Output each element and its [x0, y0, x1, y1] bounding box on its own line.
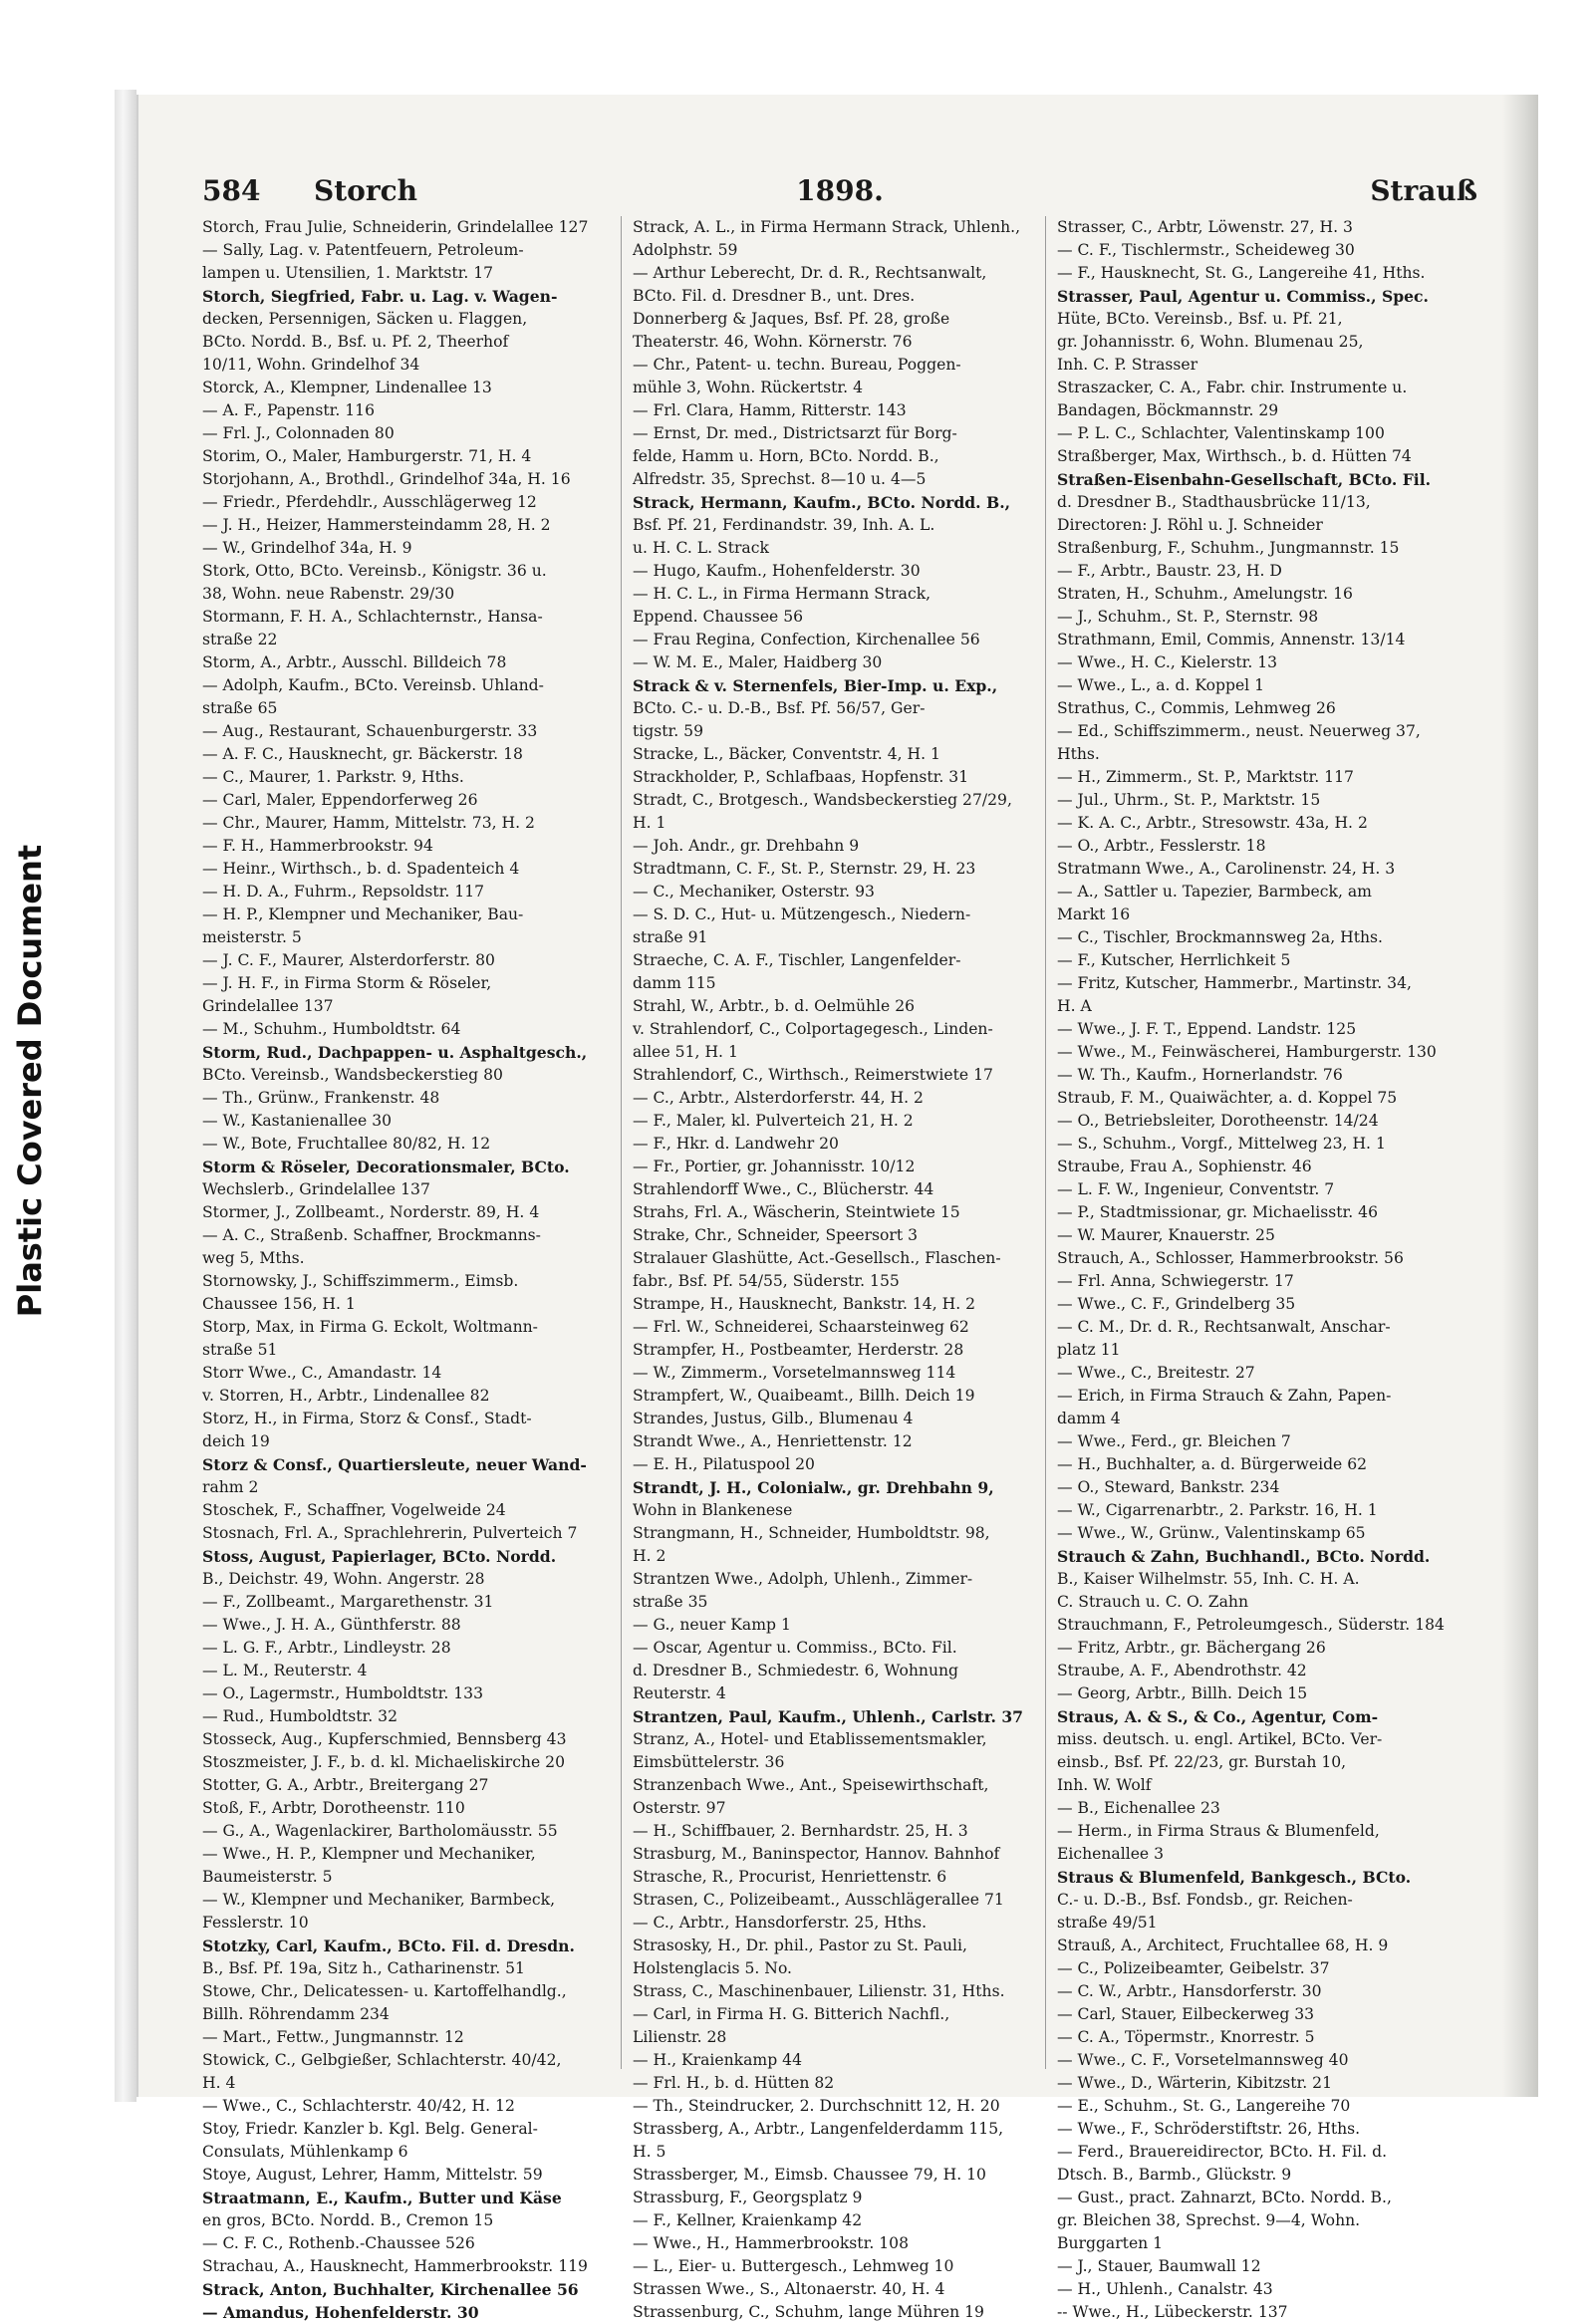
directory-entry: -- Wwe., H., Lübeckerstr. 137 [1057, 2303, 1288, 2321]
directory-entry: Strathmann, Emil, Commis, Annenstr. 13/14 [1057, 631, 1406, 648]
page-gutter-shadow [1502, 95, 1538, 2097]
column-2 [633, 216, 1039, 2321]
directory-entry: — O., Betriebsleiter, Dorotheenstr. 14/24 [1057, 1112, 1379, 1130]
directory-entry: — Amandus, Hohenfelderstr. 30 [202, 2303, 479, 2322]
directory-entry: Strandes, Justus, Gilb., Blumenau 4 [633, 1410, 914, 1427]
directory-entry: BCto. C.- u. D.-B., Bsf. Pf. 56/57, Ger- [633, 699, 926, 717]
directory-entry: Strass, C., Maschinenbauer, Lilienstr. 31, Hths. [633, 1982, 1005, 2000]
directory-entry: — W., Cigarrenarbtr., 2. Parkstr. 16, H. 1 [1057, 1501, 1378, 1519]
directory-entry: — H., Schiffbauer, 2. Bernhardstr. 25, H. 3 [633, 1822, 968, 1840]
directory-entry: — C. F. C., Rothenb.-Chaussee 526 [202, 2234, 475, 2252]
directory-entry: — H., Zimmerm., St. P., Marktstr. 117 [1057, 768, 1354, 786]
directory-entry: Strathus, C., Commis, Lehmweg 26 [1057, 699, 1336, 717]
directory-entry: Stornowsky, J., Schiffszimmerm., Eimsb. [202, 1272, 519, 1290]
directory-entry: — E. H., Pilatuspool 20 [633, 1455, 815, 1473]
column-rule [1045, 216, 1046, 2069]
directory-entry: — Frau Regina, Confection, Kirchenallee 56 [633, 631, 980, 648]
directory-entry: — F., Kellner, Kraienkamp 42 [633, 2211, 863, 2229]
directory-entry: — W., Bote, Fruchtallee 80/82, H. 12 [202, 1135, 491, 1153]
directory-entry: Grindelallee 137 [202, 997, 334, 1015]
directory-entry: Straube, Frau A., Sophienstr. 46 [1057, 1158, 1312, 1175]
directory-entry: Strassen Wwe., S., Altonaerstr. 40, H. 4 [633, 2280, 945, 2298]
directory-entry: Straszacker, C. A., Fabr. chir. Instrumente u. [1057, 379, 1408, 396]
directory-entry: Stoye, August, Lehrer, Hamm, Mittelstr. 59 [202, 2166, 543, 2184]
directory-entry: Straube, A. F., Abendrothstr. 42 [1057, 1662, 1307, 1679]
directory-entry: — Wwe., Ferd., gr. Bleichen 7 [1057, 1432, 1291, 1450]
directory-entry: Bsf. Pf. 21, Ferdinandstr. 39, Inh. A. L. [633, 516, 935, 534]
directory-entry: miss. deutsch. u. engl. Artikel, BCto. Ver- [1057, 1730, 1383, 1748]
directory-entry: — A. C., Straßenb. Schaffner, Brockmanns- [202, 1226, 541, 1244]
directory-entry: Bandagen, Böckmannstr. 29 [1057, 401, 1279, 419]
directory-entry: H. A [1057, 997, 1092, 1015]
directory-entry: weg 5, Mths. [202, 1249, 305, 1267]
directory-entry: Strasen, C., Polizeibeamt., Ausschlägerallee 71 [633, 1891, 1004, 1909]
directory-entry: Strauch & Zahn, Buchhandl., BCto. Nordd. [1057, 1547, 1431, 1566]
directory-entry: Storm, Rud., Dachpappen- u. Asphaltgesch., [202, 1043, 588, 1062]
directory-entry: Billh. Röhrendamm 234 [202, 2005, 390, 2023]
directory-entry: — C., Arbtr., Hansdorferstr. 25, Hths. [633, 1914, 928, 1932]
directory-entry: Storz & Consf., Quartiersleute, neuer Wand- [202, 1455, 587, 1474]
directory-entry: Stoss, August, Papierlager, BCto. Nordd. [202, 1547, 557, 1566]
directory-entry: — H. D. A., Fuhrm., Repsoldstr. 117 [202, 883, 485, 901]
column-3 [1057, 216, 1463, 2321]
directory-entry: — Hugo, Kaufm., Hohenfelderstr. 30 [633, 562, 921, 580]
directory-entry: fabr., Bsf. Pf. 54/55, Süderstr. 155 [633, 1272, 900, 1290]
directory-entry: — C. W., Arbtr., Hansdorferstr. 30 [1057, 1982, 1322, 2000]
directory-entry: Strassberg, A., Arbtr., Langenfelderdamm 115, [633, 2120, 1004, 2138]
directory-entry: — Erich, in Firma Strauch & Zahn, Papen- [1057, 1387, 1392, 1405]
directory-entry: — W., Grindelhof 34a, H. 9 [202, 539, 412, 557]
directory-entry: u. H. C. L. Strack [633, 539, 769, 557]
directory-entry: — G., neuer Kamp 1 [633, 1616, 791, 1634]
directory-entry: Strasosky, H., Dr. phil., Pastor zu St. Pauli, [633, 1937, 967, 1954]
directory-entry: — Wwe., H. C., Kielerstr. 13 [1057, 653, 1278, 671]
directory-entry: Straatmann, E., Kaufm., Butter und Käse [202, 2189, 562, 2207]
left-catchword: Storch [314, 174, 417, 207]
directory-entry: Dtsch. B., Barmb., Glückstr. 9 [1057, 2166, 1292, 2184]
directory-entry: — Fritz, Arbtr., gr. Bächergang 26 [1057, 1639, 1326, 1657]
directory-entry: — W. Maurer, Knauerstr. 25 [1057, 1226, 1275, 1244]
directory-entry: — K. A. C., Arbtr., Stresowstr. 43a, H. 2 [1057, 814, 1368, 832]
directory-entry: Straus, A. & S., & Co., Agentur, Com- [1057, 1707, 1379, 1726]
directory-entry: — E., Schuhm., St. G., Langereihe 70 [1057, 2097, 1351, 2115]
directory-entry: — Ernst, Dr. med., Districtsarzt für Borg- [633, 424, 957, 442]
directory-entry: Storm & Röseler, Decorationsmaler, BCto. [202, 1158, 570, 1176]
directory-entry: — H., Kraienkamp 44 [633, 2051, 802, 2069]
directory-entry: — Wwe., L., a. d. Koppel 1 [1057, 676, 1265, 694]
directory-entry: Stormer, J., Zollbeamt., Norderstr. 89, H. 4 [202, 1203, 540, 1221]
directory-entry: gr. Bleichen 38, Sprechst. 9—4, Wohn. [1057, 2211, 1361, 2229]
directory-entry: — Wwe., F., Schröderstiftstr. 26, Hths. [1057, 2120, 1361, 2138]
directory-entry: Storch, Siegfried, Fabr. u. Lag. v. Wagen- [202, 287, 558, 306]
directory-entry: — B., Eichenallee 23 [1057, 1799, 1220, 1817]
directory-entry: — C., Tischler, Brockmannsweg 2a, Hths. [1057, 928, 1384, 946]
directory-entry: rahm 2 [202, 1478, 259, 1496]
directory-entry: — Wwe., H., Hammerbrookstr. 108 [633, 2234, 909, 2252]
directory-entry: Stoy, Friedr. Kanzler b. Kgl. Belg. General- [202, 2120, 538, 2138]
directory-entry: v. Storren, H., Arbtr., Lindenallee 82 [202, 1387, 490, 1405]
directory-entry: Strandt, J. H., Colonialw., gr. Drehbahn 9, [633, 1478, 994, 1497]
directory-entry: — W., Klempner und Mechaniker, Barmbeck, [202, 1891, 556, 1909]
directory-entry: Storz, H., in Firma, Storz & Consf., Stadt- [202, 1410, 532, 1427]
directory-entry: Alfredstr. 35, Sprechst. 8—10 u. 4—5 [633, 470, 927, 488]
directory-entry: 38, Wohn. neue Rabenstr. 29/30 [202, 585, 455, 603]
directory-entry: — Wwe., W., Grünw., Valentinskamp 65 [1057, 1524, 1366, 1542]
directory-entry: — F., Zollbeamt., Margarethenstr. 31 [202, 1593, 494, 1611]
directory-entry: Chaussee 156, H. 1 [202, 1295, 356, 1313]
directory-entry: — F. H., Hammerbrookstr. 94 [202, 837, 433, 855]
directory-entry: — Jul., Uhrm., St. P., Marktstr. 15 [1057, 791, 1321, 809]
directory-entry: — Th., Steindrucker, 2. Durchschnitt 12, H. 20 [633, 2097, 1000, 2115]
directory-entry: allee 51, H. 1 [633, 1043, 738, 1061]
directory-entry: — Wwe., J. H. A., Günthferstr. 88 [202, 1616, 461, 1634]
directory-entry: straße 49/51 [1057, 1914, 1158, 1932]
directory-entry: — Frl. Clara, Hamm, Ritterstr. 143 [633, 401, 907, 419]
directory-entry: H. 2 [633, 1547, 666, 1565]
directory-entry: Strasburg, M., Baninspector, Hannov. Bahnhof [633, 1845, 1000, 1863]
directory-entry: — Wwe., C., Breitestr. 27 [1057, 1364, 1255, 1382]
directory-entry: Strasche, R., Procurist, Henriettenstr. 6 [633, 1868, 947, 1886]
directory-entry: Strauch, A., Schlosser, Hammerbrookstr. 56 [1057, 1249, 1404, 1267]
directory-entry: Burggarten 1 [1057, 2234, 1164, 2252]
directory-entry: — Mart., Fettw., Jungmannstr. 12 [202, 2028, 464, 2046]
directory-entry: — Fritz, Kutscher, Hammerbr., Martinstr. 34, [1057, 974, 1412, 992]
directory-entry: Strassburg, F., Georgsplatz 9 [633, 2189, 863, 2206]
directory-entry: BCto. Fil. d. Dresdner B., unt. Dres. [633, 287, 916, 305]
directory-entry: Storck, A., Klempner, Lindenallee 13 [202, 379, 492, 396]
directory-entry: Straßenburg, F., Schuhm., Jungmannstr. 15 [1057, 539, 1400, 557]
directory-entry: Straub, F. M., Quaiwächter, a. d. Koppel 75 [1057, 1089, 1398, 1107]
directory-entry: — Arthur Leberecht, Dr. d. R., Rechtsanwalt, [633, 264, 987, 282]
directory-entry: — Wwe., D., Wärterin, Kibitzstr. 21 [1057, 2074, 1333, 2092]
directory-entry: d. Dresdner B., Stadthausbrücke 11/13, [1057, 493, 1371, 511]
directory-entry: Reuterstr. 4 [633, 1684, 726, 1702]
directory-entry: — Aug., Restaurant, Schauenburgerstr. 33 [202, 722, 538, 740]
directory-entry: straße 91 [633, 928, 708, 946]
directory-entry: — C. M., Dr. d. R., Rechtsanwalt, Anschar- [1057, 1318, 1391, 1336]
directory-entry: — J., Schuhm., St. P., Sternstr. 98 [1057, 608, 1319, 626]
directory-entry: einsb., Bsf. Pf. 22/23, gr. Burstah 10, [1057, 1753, 1347, 1771]
directory-entry: Stralauer Glashütte, Act.-Gesellsch., Flaschen- [633, 1249, 1001, 1267]
directory-entry: Strassenburg, C., Schuhm, lange Mühren 19 [633, 2303, 984, 2321]
directory-entry: — C. F., Tischlermstr., Scheideweg 30 [1057, 241, 1355, 259]
directory-entry: — Chr., Maurer, Hamm, Mittelstr. 73, H. 2 [202, 814, 535, 832]
directory-entry: — G., A., Wagenlackirer, Bartholomäusstr. 55 [202, 1822, 558, 1840]
directory-entry: gr. Johannisstr. 6, Wohn. Blumenau 25, [1057, 333, 1364, 351]
directory-entry: Strack & v. Sternenfels, Bier-Imp. u. Exp., [633, 676, 998, 695]
directory-entry: — F., Hkr. d. Landwehr 20 [633, 1135, 839, 1153]
directory-entry: Stowe, Chr., Delicatessen- u. Kartoffelhandlg., [202, 1982, 567, 2000]
directory-entry: damm 115 [633, 974, 716, 992]
directory-entry: Wechslerb., Grindelallee 137 [202, 1180, 430, 1198]
directory-entry: — F., Maler, kl. Pulverteich 21, H. 2 [633, 1112, 914, 1130]
directory-entry: Strackholder, P., Schlafbaas, Hopfenstr. 31 [633, 768, 969, 786]
directory-entry: — Sally, Lag. v. Patentfeuern, Petroleum- [202, 241, 524, 259]
directory-entry: H. 5 [633, 2143, 666, 2161]
directory-entry: — Ferd., Brauereidirector, BCto. H. Fil. d. [1057, 2143, 1388, 2161]
directory-entry: — J. H. F., in Firma Storm & Röseler, [202, 974, 492, 992]
directory-entry: H. 1 [633, 814, 666, 832]
directory-entry: Strahlendorf, C., Wirthsch., Reimerstwiete 17 [633, 1066, 993, 1084]
directory-entry: Strassberger, M., Eimsb. Chaussee 79, H. 10 [633, 2166, 986, 2184]
directory-entry: Strahs, Frl. A., Wäscherin, Steintwiete 15 [633, 1203, 960, 1221]
directory-entry: C. Strauch u. C. O. Zahn [1057, 1593, 1249, 1611]
directory-entry: — O., Lagermstr., Humboldtstr. 133 [202, 1684, 483, 1702]
directory-entry: Hüte, BCto. Vereinsb., Bsf. u. Pf. 21, [1057, 310, 1343, 328]
directory-entry: — Gust., pract. Zahnarzt, BCto. Nordd. B., [1057, 2189, 1392, 2206]
directory-entry: — Oscar, Agentur u. Commiss., BCto. Fil. [633, 1639, 957, 1657]
directory-entry: Strampfer, H., Postbeamter, Herderstr. 28 [633, 1341, 964, 1359]
directory-entry: — W. M. E., Maler, Haidberg 30 [633, 653, 883, 671]
directory-entry: — C., Mechaniker, Osterstr. 93 [633, 883, 875, 901]
directory-entry: — C., Polizeibeamter, Geibelstr. 37 [1057, 1959, 1330, 1977]
directory-entry: — H. C. L., in Firma Hermann Strack, [633, 585, 931, 603]
directory-entry: Inh. C. P. Strasser [1057, 356, 1198, 374]
directory-entry: Eimsbüttelerstr. 36 [633, 1753, 785, 1771]
directory-entry: Osterstr. 97 [633, 1799, 726, 1817]
directory-entry: Stradt, C., Brotgesch., Wandsbeckerstieg 27/29, [633, 791, 1012, 809]
directory-entry: B., Bsf. Pf. 19a, Sitz h., Catharinenstr. 51 [202, 1959, 525, 1977]
directory-entry: Donnerberg & Jaques, Bsf. Pf. 28, große [633, 310, 950, 328]
directory-entry: — F., Kutscher, Herrlichkeit 5 [1057, 951, 1291, 969]
book-edge [115, 90, 136, 2102]
directory-entry: — A., Sattler u. Tapezier, Barmbeck, am [1057, 883, 1372, 901]
directory-entry: Storch, Frau Julie, Schneiderin, Grindelallee 127 [202, 218, 589, 236]
directory-entry: B., Deichstr. 49, Wohn. Angerstr. 28 [202, 1570, 485, 1588]
directory-entry: Stradtmann, C. F., St. P., Sternstr. 29, H. 23 [633, 860, 976, 878]
directory-entry: Strake, Chr., Schneider, Speersort 3 [633, 1226, 919, 1244]
directory-entry: — A. F. C., Hausknecht, gr. Bäckerstr. 18 [202, 745, 523, 763]
directory-entry: Stracke, L., Bäcker, Conventstr. 4, H. 1 [633, 745, 940, 763]
directory-entry: — C., Arbtr., Alsterdorferstr. 44, H. 2 [633, 1089, 924, 1107]
directory-entry: Stosseck, Aug., Kupferschmied, Bennsberg 43 [202, 1730, 567, 1748]
directory-entry: Straus & Blumenfeld, Bankgesch., BCto. [1057, 1868, 1412, 1887]
directory-entry: Strampe, H., Hausknecht, Bankstr. 14, H. 2 [633, 1295, 976, 1313]
directory-entry: Storr Wwe., C., Amandastr. 14 [202, 1364, 442, 1382]
directory-entry: — O., Steward, Bankstr. 234 [1057, 1478, 1280, 1496]
directory-entry: Storim, O., Maler, Hamburgerstr. 71, H. 4 [202, 447, 532, 465]
directory-entry: Strahl, W., Arbtr., b. d. Oelmühle 26 [633, 997, 916, 1015]
directory-entry: Stormann, F. H. A., Schlachternstr., Hansa- [202, 608, 543, 626]
directory-entry: — Carl, Stauer, Eilbeckerweg 33 [1057, 2005, 1315, 2023]
directory-entry: — J. H., Heizer, Hammersteindamm 28, H. 2 [202, 516, 551, 534]
directory-entry: Strauchmann, F., Petroleumgesch., Süderstr. 184 [1057, 1616, 1445, 1634]
directory-entry: — A. F., Papenstr. 116 [202, 401, 376, 419]
directory-entry: Strandt Wwe., A., Henriettenstr. 12 [633, 1432, 913, 1450]
plastic-covered-label-text: Plastic Covered Document [11, 844, 49, 1318]
directory-entry: Inh. W. Wolf [1057, 1776, 1152, 1794]
directory-entry: straße 51 [202, 1341, 278, 1359]
directory-entry: — W., Zimmerm., Vorsetelmannsweg 114 [633, 1364, 956, 1382]
directory-entry: Stoschek, F., Schaffner, Vogelweide 24 [202, 1501, 506, 1519]
directory-entry: Stoß, F., Arbtr, Dorotheenstr. 110 [202, 1799, 465, 1817]
directory-entry: Adolphstr. 59 [633, 241, 738, 259]
directory-entry: Stosnach, Frl. A., Sprachlehrerin, Pulverteich 7 [202, 1524, 578, 1542]
directory-entry: Strahlendorff Wwe., C., Blücherstr. 44 [633, 1180, 934, 1198]
directory-entry: Baumeisterstr. 5 [202, 1868, 333, 1886]
directory-entry: damm 4 [1057, 1410, 1121, 1427]
directory-entry: — H. P., Klempner und Mechaniker, Bau- [202, 905, 524, 923]
directory-entry: — Chr., Patent- u. techn. Bureau, Poggen- [633, 356, 961, 374]
directory-entry: Eichenallee 3 [1057, 1845, 1165, 1863]
directory-entry: Fesslerstr. 10 [202, 1914, 309, 1932]
directory-entry: straße 22 [202, 631, 278, 648]
directory-entry: platz 11 [1057, 1341, 1121, 1359]
directory-entry: — Rud., Humboldtstr. 32 [202, 1707, 398, 1725]
directory-entry: Strantzen Wwe., Adolph, Uhlenh., Zimmer- [633, 1570, 973, 1588]
directory-entry: — Adolph, Kaufm., BCto. Vereinsb. Uhland- [202, 676, 544, 694]
directory-entry: Straeche, C. A. F., Tischler, Langenfelder- [633, 951, 961, 969]
directory-entry: tigstr. 59 [633, 722, 704, 740]
directory-entry: — Wwe., C. F., Vorsetelmannsweg 40 [1057, 2051, 1349, 2069]
directory-entry: Storp, Max, in Firma G. Eckolt, Woltmann- [202, 1318, 538, 1336]
directory-entry: Strack, Anton, Buchhalter, Kirchenallee 56 [202, 2280, 579, 2299]
directory-entry: — Joh. Andr., gr. Drehbahn 9 [633, 837, 860, 855]
directory-entry: — L. G. F., Arbtr., Lindleystr. 28 [202, 1639, 451, 1657]
directory-entry: — W. Th., Kaufm., Hornerlandstr. 76 [1057, 1066, 1343, 1084]
directory-entry: 10/11, Wohn. Grindelhof 34 [202, 356, 420, 374]
directory-entry: Markt 16 [1057, 905, 1131, 923]
page-number: 584 [202, 174, 261, 207]
directory-entry: Straten, H., Schuhm., Amelungstr. 16 [1057, 585, 1353, 603]
directory-entry: — Frl. J., Colonnaden 80 [202, 424, 395, 442]
directory-entry: — J., Stauer, Baumwall 12 [1057, 2257, 1261, 2275]
directory-entry: Wohn in Blankenese [633, 1501, 793, 1519]
directory-entry: Strauß, A., Architect, Fruchtallee 68, H. 9 [1057, 1937, 1389, 1954]
directory-entry: — P. L. C., Schlachter, Valentinskamp 100 [1057, 424, 1385, 442]
directory-entry: Stotter, G. A., Arbtr., Breitergang 27 [202, 1776, 489, 1794]
directory-entry: — O., Arbtr., Fesslerstr. 18 [1057, 837, 1266, 855]
directory-entry: BCto. Nordd. B., Bsf. u. Pf. 2, Theerhof [202, 333, 509, 351]
directory-entry: — S., Schuhm., Vorgf., Mittelweg 23, H. 1 [1057, 1135, 1386, 1153]
directory-entry: Stranzenbach Wwe., Ant., Speisewirthschaft, [633, 1776, 989, 1794]
directory-page [136, 95, 1538, 2322]
directory-entry: — C. A., Töpermstr., Knorrestr. 5 [1057, 2028, 1315, 2046]
page-header [202, 174, 1477, 214]
directory-entry: — Wwe., M., Feinwäscherei, Hamburgerstr. 130 [1057, 1043, 1437, 1061]
directory-entry: — Wwe., J. F. T., Eppend. Landstr. 125 [1057, 1020, 1357, 1038]
directory-entry: — P., Stadtmissionar, gr. Michaelisstr. 46 [1057, 1203, 1379, 1221]
directory-entry: — Carl, in Firma H. G. Bitterich Nachfl., [633, 2005, 950, 2023]
directory-entry: Straßberger, Max, Wirthsch., b. d. Hütten 74 [1057, 447, 1412, 465]
directory-entry: d. Dresdner B., Schmiedestr. 6, Wohnung [633, 1662, 959, 1679]
directory-entry: — Frl. W., Schneiderei, Schaarsteinweg 62 [633, 1318, 969, 1336]
directory-entry: Directoren: J. Röhl u. J. Schneider [1057, 516, 1323, 534]
directory-entry: Stork, Otto, BCto. Vereinsb., Königstr. 36 u. [202, 562, 547, 580]
directory-entry: — Friedr., Pferdehdlr., Ausschlägerweg 12 [202, 493, 537, 511]
column-1 [202, 216, 609, 2322]
right-catchword: Strauß [1370, 174, 1477, 207]
directory-entry: — Georg, Arbtr., Billh. Deich 15 [1057, 1684, 1308, 1702]
directory-entry: — L. F. W., Ingenieur, Conventstr. 7 [1057, 1180, 1335, 1198]
directory-entry: BCto. Vereinsb., Wandsbeckerstieg 80 [202, 1066, 503, 1084]
directory-entry: — Wwe., C. F., Grindelberg 35 [1057, 1295, 1296, 1313]
directory-entry: Strasser, Paul, Agentur u. Commiss., Spec. [1057, 287, 1429, 306]
directory-entry: felde, Hamm u. Horn, BCto. Nordd. B., [633, 447, 939, 465]
directory-entry: lampen u. Utensilien, 1. Marktstr. 17 [202, 264, 494, 282]
directory-entry: — H., Buchhalter, a. d. Bürgerweide 62 [1057, 1455, 1368, 1473]
directory-entry: Stratmann Wwe., A., Carolinenstr. 24, H. 3 [1057, 860, 1396, 878]
directory-entry: — Carl, Maler, Eppendorferweg 26 [202, 791, 478, 809]
directory-entry: decken, Persennigen, Säcken u. Flaggen, [202, 310, 528, 328]
directory-entry: — H., Uhlenh., Canalstr. 43 [1057, 2280, 1273, 2298]
directory-entry: Strasser, C., Arbtr, Löwenstr. 27, H. 3 [1057, 218, 1353, 236]
directory-entry: — Herm., in Firma Straus & Blumenfeld, [1057, 1822, 1380, 1840]
directory-entry: — Th., Grünw., Frankenstr. 48 [202, 1089, 440, 1107]
directory-entry: — Heinr., Wirthsch., b. d. Spadenteich 4 [202, 860, 520, 878]
directory-entry: en gros, BCto. Nordd. B., Cremon 15 [202, 2211, 494, 2229]
directory-entry: — Wwe., H. P., Klempner und Mechaniker, [202, 1845, 536, 1863]
directory-entry: Strangmann, H., Schneider, Humboldtstr. 98, [633, 1524, 990, 1542]
directory-entry: Stotzky, Carl, Kaufm., BCto. Fil. d. Dresdn. [202, 1937, 575, 1955]
directory-entry: Strantzen, Paul, Kaufm., Uhlenh., Carlstr. 37 [633, 1707, 1024, 1726]
directory-entry: — Ed., Schiffszimmerm., neust. Neuerweg 37, [1057, 722, 1421, 740]
directory-entry: Lilienstr. 28 [633, 2028, 727, 2046]
directory-entry: — J. C. F., Maurer, Alsterdorferstr. 80 [202, 951, 495, 969]
directory-entry: H. 4 [202, 2074, 236, 2092]
directory-entry: — S. D. C., Hut- u. Mützengesch., Niedern- [633, 905, 971, 923]
directory-entry: Strack, Hermann, Kaufm., BCto. Nordd. B., [633, 493, 1011, 512]
directory-entry: Strack, A. L., in Firma Hermann Strack, Uhlenh., [633, 218, 1021, 236]
directory-entry: Straßen-Eisenbahn-Gesellschaft, BCto. Fil. [1057, 470, 1432, 489]
directory-entry: — Fr., Portier, gr. Johannisstr. 10/12 [633, 1158, 916, 1175]
directory-entry: Consulats, Mühlenkamp 6 [202, 2143, 408, 2161]
directory-entry: v. Strahlendorf, C., Colportagegesch., Linden- [633, 1020, 993, 1038]
directory-entry: — Frl. H., b. d. Hütten 82 [633, 2074, 835, 2092]
directory-entry: deich 19 [202, 1432, 270, 1450]
directory-entry: — L. M., Reuterstr. 4 [202, 1662, 368, 1679]
page-year: 1898. [796, 174, 884, 207]
directory-entry: — F., Arbtr., Baustr. 23, H. D [1057, 562, 1282, 580]
directory-entry: Stowick, C., Gelbgießer, Schlachterstr. 40/42, [202, 2051, 562, 2069]
directory-entry: Strachau, A., Hausknecht, Hammerbrookstr. 119 [202, 2257, 588, 2275]
directory-entry: Stoszmeister, J. F., b. d. kl. Michaeliskirche 20 [202, 1753, 565, 1771]
directory-entry: Strampfert, W., Quaibeamt., Billh. Deich 19 [633, 1387, 975, 1405]
directory-entry: — W., Kastanienallee 30 [202, 1112, 393, 1130]
directory-entry: Theaterstr. 46, Wohn. Körnerstr. 76 [633, 333, 913, 351]
directory-entry: Holstenglacis 5. No. [633, 1959, 793, 1977]
directory-entry: Eppend. Chaussee 56 [633, 608, 804, 626]
directory-entry: — Wwe., C., Schlachterstr. 40/42, H. 12 [202, 2097, 515, 2115]
directory-entry: mühle 3, Wohn. Rückertstr. 4 [633, 379, 863, 396]
directory-entry: Storm, A., Arbtr., Ausschl. Billdeich 78 [202, 653, 507, 671]
directory-entry: B., Kaiser Wilhelmstr. 55, Inh. C. H. A. [1057, 1570, 1360, 1588]
directory-entry: — Frl. Anna, Schwiegerstr. 17 [1057, 1272, 1294, 1290]
directory-entry: Hths. [1057, 745, 1100, 763]
directory-entry: — F., Hausknecht, St. G., Langereihe 41, Hths. [1057, 264, 1426, 282]
directory-entry: straße 35 [633, 1593, 708, 1611]
directory-entry: straße 65 [202, 699, 278, 717]
directory-entry: — M., Schuhm., Humboldtstr. 64 [202, 1020, 461, 1038]
directory-entry: Stranz, A., Hotel- und Etablissementsmakler, [633, 1730, 987, 1748]
directory-entry: Storjohann, A., Brothdl., Grindelhof 34a, H. 16 [202, 470, 571, 488]
directory-entry: meisterstr. 5 [202, 928, 302, 946]
column-rule [621, 216, 622, 2069]
directory-entry: — C., Maurer, 1. Parkstr. 9, Hths. [202, 768, 464, 786]
directory-entry: C.- u. D.-B., Bsf. Fondsb., gr. Reichen- [1057, 1891, 1353, 1909]
directory-entry: — L., Eier- u. Buttergesch., Lehmweg 10 [633, 2257, 954, 2275]
